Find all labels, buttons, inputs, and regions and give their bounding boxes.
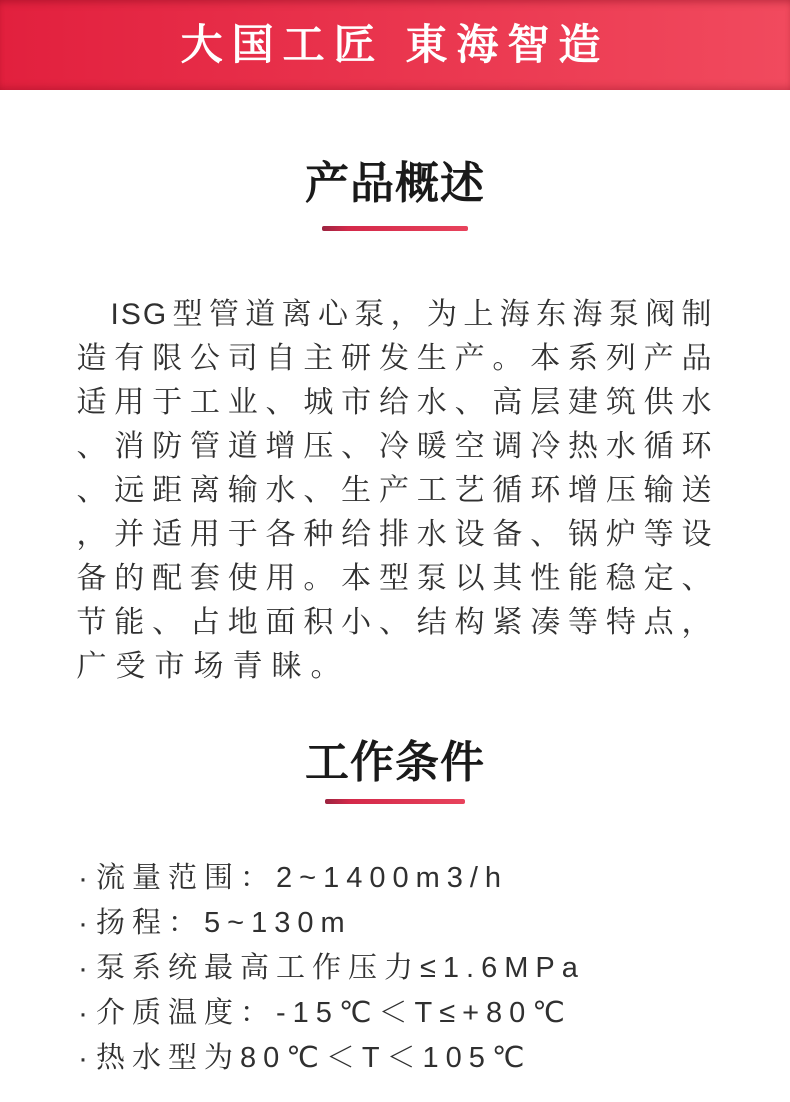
spec-item-hot-water-type [78, 1036, 790, 1081]
section-working-conditions [0, 689, 790, 1081]
section-overview [0, 90, 790, 689]
spec-text: 热水型为80℃＜T＜105℃ [96, 1042, 532, 1074]
overview-title-underline [322, 226, 468, 231]
spec-text: 扬程：5~130m [96, 907, 352, 939]
conditions-title-underline [325, 799, 465, 804]
spec-text: 泵系统最高工作压力≤1.6MPa [96, 952, 585, 984]
banner-title: 大国工匠 東海智造 [180, 21, 610, 68]
top-banner [0, 0, 790, 90]
spec-list [0, 856, 790, 1081]
spec-item-flow-range [78, 856, 790, 901]
conditions-section-title: 工作条件 [305, 738, 485, 787]
spec-item-head [78, 901, 790, 946]
overview-section-title: 产品概述 [305, 159, 485, 208]
paragraph-line: 节能、占地面积小、结构紧凑等特点， [76, 606, 714, 639]
bullet-dot-icon: · [78, 952, 88, 985]
spec-item-max-pressure [78, 946, 790, 991]
spec-item-medium-temperature [78, 991, 790, 1036]
paragraph-line: 、消防管道增压、冷暖空调冷热水循环 [76, 430, 714, 463]
bullet-dot-icon: · [78, 862, 88, 895]
spec-text: 流量范围：2~1400m3/h [96, 862, 509, 894]
bullet-dot-icon: · [78, 1042, 88, 1075]
bullet-dot-icon: · [78, 907, 88, 940]
paragraph-line: 、远距离输水、生产工艺循环增压输送 [76, 474, 714, 507]
overview-paragraph [77, 293, 714, 689]
paragraph-line: 适用于工业、城市给水、高层建筑供水 [76, 386, 714, 419]
paragraph-line: 造有限公司自主研发生产。本系列产品 [76, 342, 714, 375]
spec-text: 介质温度：-15℃＜T≤+80℃ [96, 997, 572, 1029]
bullet-dot-icon: · [78, 997, 88, 1030]
paragraph-line: 备的配套使用。本型泵以其性能稳定、 [76, 562, 714, 595]
paragraph-line: 广受市场青睐。 [76, 650, 350, 683]
paragraph-line: ISG型管道离心泵，为上海东海泵阀制 [110, 298, 714, 331]
paragraph-line: ，并适用于各种给排水设备、锅炉等设 [76, 518, 714, 551]
